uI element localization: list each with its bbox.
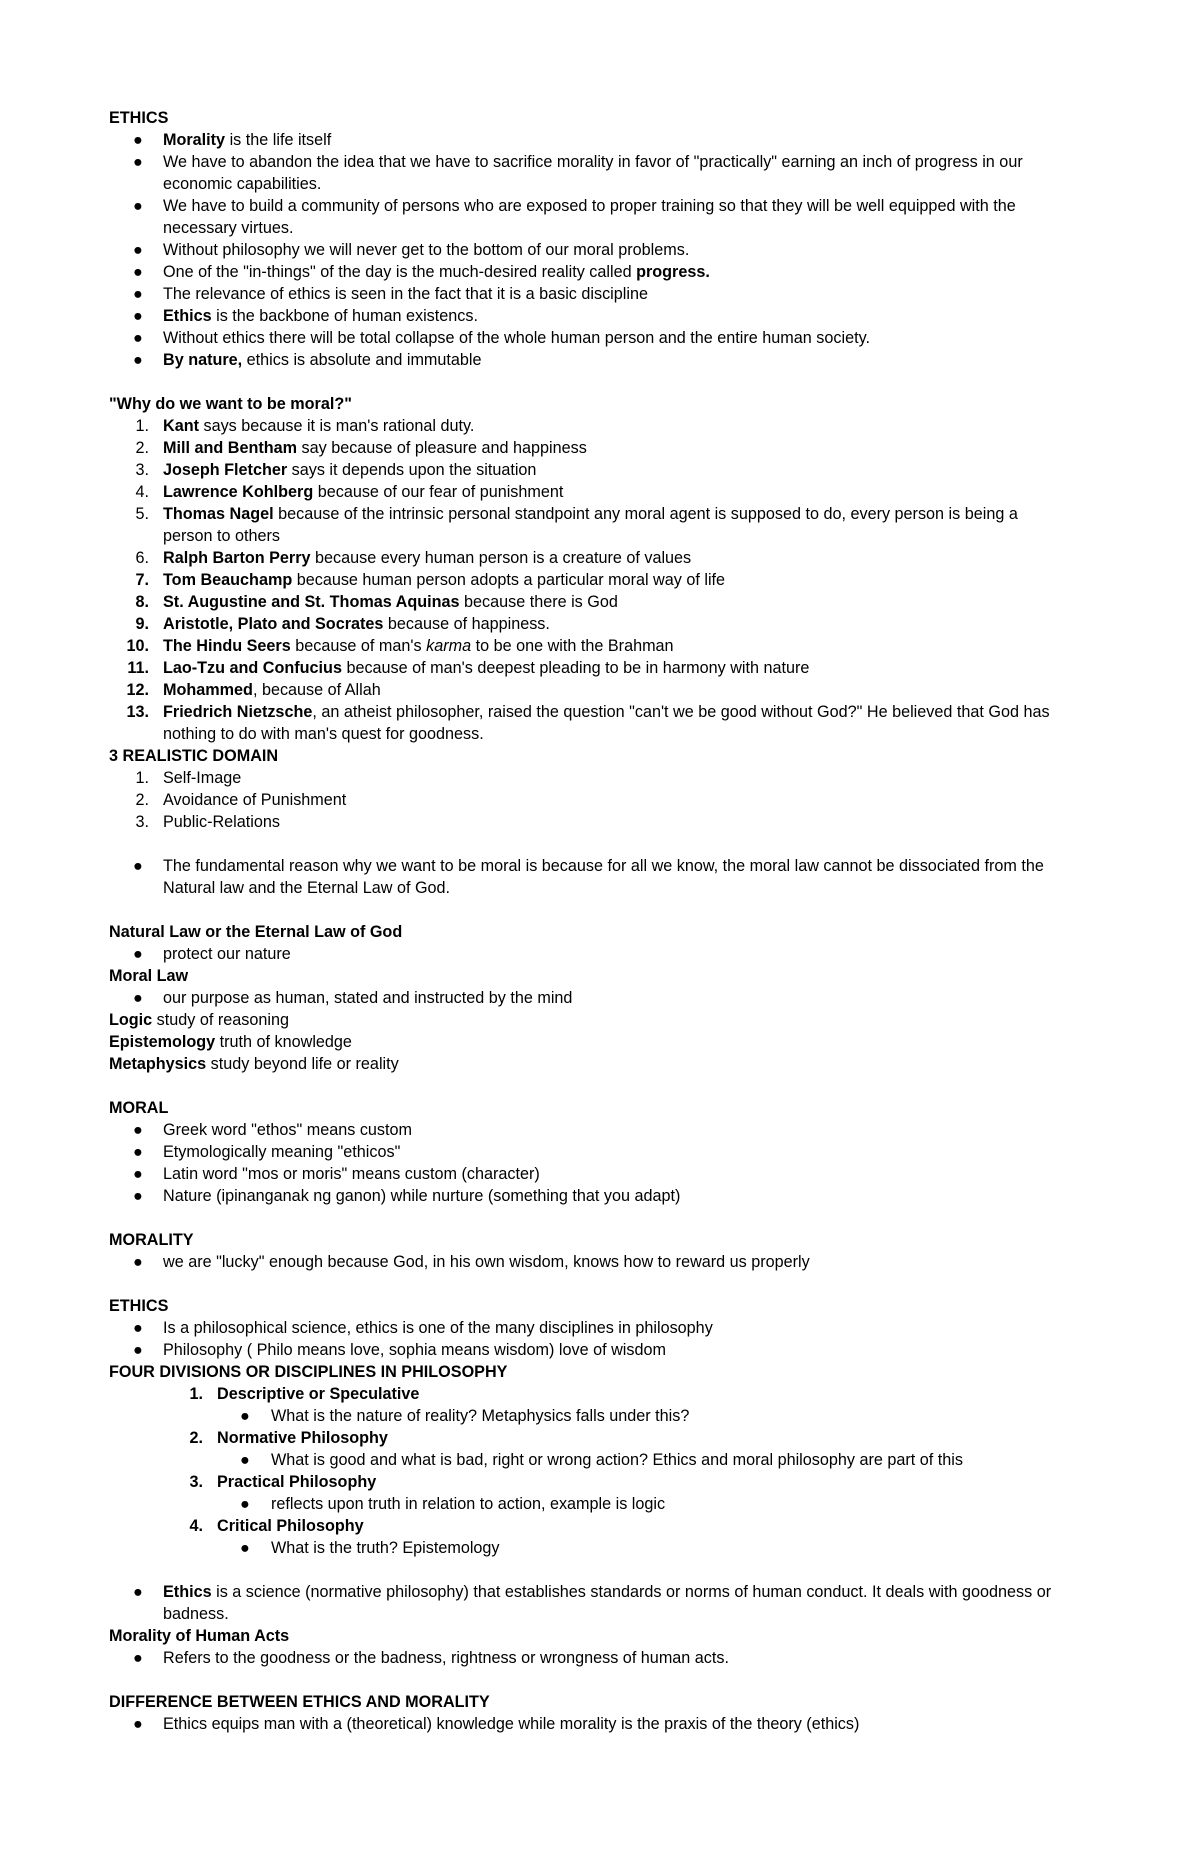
item-number: 2. bbox=[189, 1429, 203, 1447]
list-item-continuation bbox=[109, 877, 1089, 899]
division-item bbox=[109, 1515, 1089, 1537]
list-item bbox=[109, 943, 1089, 965]
numbered-item bbox=[109, 569, 1089, 591]
moral-bullet-list bbox=[109, 1119, 1089, 1207]
bullet-icon: ● bbox=[133, 351, 143, 369]
numbered-item bbox=[109, 547, 1089, 569]
numbered-item-text bbox=[163, 613, 1089, 635]
item-number: 3. bbox=[135, 461, 149, 479]
text-run: We have to build a community of persons who are exposed to proper training so that they will be well equipped with the bbox=[163, 197, 1016, 215]
list-item-text bbox=[163, 173, 1089, 195]
text-run: is the life itself bbox=[225, 131, 332, 149]
item-number: 2. bbox=[135, 439, 149, 457]
heading-realistic-domain: 3 REALISTIC DOMAIN bbox=[109, 747, 279, 765]
bold-text: St. Augustine and St. Thomas Aquinas bbox=[163, 593, 460, 611]
division-title: Practical Philosophy bbox=[217, 1473, 377, 1491]
bold-text: Lawrence Kohlberg bbox=[163, 483, 314, 501]
bold-text: Joseph Fletcher bbox=[163, 461, 288, 479]
heading-moral-law: Moral Law bbox=[109, 967, 189, 985]
division-title: Descriptive or Speculative bbox=[217, 1385, 420, 1403]
list-item-text bbox=[163, 217, 1089, 239]
text-run: necessary virtues. bbox=[163, 219, 294, 237]
list-item-text: Refers to the goodness or the badness, rightness or wrongness of human acts. bbox=[163, 1649, 729, 1667]
definition-text: truth of knowledge bbox=[215, 1033, 352, 1051]
heading-ethics-2: ETHICS bbox=[109, 1297, 169, 1315]
bold-text: Kant bbox=[163, 417, 199, 435]
list-item bbox=[109, 1317, 1089, 1339]
definition-line bbox=[109, 1031, 1089, 1053]
list-item bbox=[109, 1405, 1089, 1427]
definition-term: Logic bbox=[109, 1011, 153, 1029]
bold-text: progress. bbox=[636, 263, 710, 281]
text-run: The relevance of ethics is seen in the fact that it is a basic discipline bbox=[163, 285, 648, 303]
division-title: Normative Philosophy bbox=[217, 1429, 388, 1447]
numbered-item-text bbox=[163, 415, 1089, 437]
item-number: 1. bbox=[135, 769, 149, 787]
list-item-continuation bbox=[109, 217, 1089, 239]
text-run: person to others bbox=[163, 527, 280, 545]
numbered-item-text bbox=[163, 547, 1089, 569]
morality-bullet-list bbox=[109, 1251, 1089, 1273]
why-moral-numbered-list bbox=[109, 415, 1089, 745]
list-item-text bbox=[163, 151, 1089, 173]
document-body bbox=[109, 107, 1089, 1735]
numbered-item-text bbox=[163, 723, 1089, 745]
list-item-text bbox=[163, 283, 1089, 305]
bullet-icon: ● bbox=[133, 1143, 143, 1161]
bullet-icon: ● bbox=[133, 1253, 143, 1271]
bold-text: Ralph Barton Perry bbox=[163, 549, 311, 567]
text-run: say because of pleasure and happiness bbox=[297, 439, 587, 457]
list-item-text bbox=[163, 327, 1089, 349]
numbered-item bbox=[109, 613, 1089, 635]
numbered-item bbox=[109, 767, 1089, 789]
numbered-item bbox=[109, 481, 1089, 503]
text-run: because of man's deepest pleading to be in harmony with nature bbox=[341, 659, 810, 677]
moral-law-item: our purpose as human, stated and instructed by the mind bbox=[163, 989, 573, 1007]
bullet-icon: ● bbox=[133, 989, 143, 1007]
numbered-item-text bbox=[163, 569, 1089, 591]
bullet-icon: ● bbox=[240, 1451, 250, 1469]
numbered-item bbox=[109, 415, 1089, 437]
text-run: says because it is man's rational duty. bbox=[198, 417, 475, 435]
list-item bbox=[109, 327, 1089, 349]
definition-term: Metaphysics bbox=[109, 1055, 207, 1073]
text-run: because there is God bbox=[459, 593, 618, 611]
text-run: , an atheist philosopher, raised the question "can't we be good without God?" He believed that God has bbox=[312, 703, 1050, 721]
item-number: 9. bbox=[135, 615, 149, 633]
bold-text: By nature, bbox=[163, 351, 243, 369]
item-number: 8. bbox=[135, 593, 149, 611]
list-item-text bbox=[163, 305, 1089, 327]
list-item bbox=[109, 1119, 1089, 1141]
definition-term: Epistemology bbox=[109, 1033, 216, 1051]
division-description: What is good and what is bad, right or wrong action? Ethics and moral philosophy are part of this bbox=[271, 1451, 963, 1469]
list-item bbox=[109, 151, 1089, 173]
bold-text: Tom Beauchamp bbox=[163, 571, 293, 589]
list-item-continuation bbox=[109, 1603, 1089, 1625]
numbered-item-text bbox=[163, 635, 1089, 657]
list-item-text: Etymologically meaning "ethicos" bbox=[163, 1143, 401, 1161]
list-item bbox=[109, 1185, 1089, 1207]
list-item bbox=[109, 1449, 1089, 1471]
numbered-item-text bbox=[163, 437, 1089, 459]
numbered-item bbox=[109, 437, 1089, 459]
human-acts-bullet-list bbox=[109, 1647, 1089, 1669]
text-run: because of our fear of punishment bbox=[313, 483, 564, 501]
bold-text: Aristotle, Plato and Socrates bbox=[163, 615, 384, 633]
numbered-item-text: Public-Relations bbox=[163, 813, 280, 831]
item-number: 13. bbox=[126, 703, 149, 721]
text-run: We have to abandon the idea that we have to sacrifice morality in favor of "practically" earning an inch of progress in our bbox=[163, 153, 1023, 171]
bullet-icon: ● bbox=[133, 131, 143, 149]
text-run: because of man's bbox=[290, 637, 427, 655]
numbered-item bbox=[109, 657, 1089, 679]
division-title: Critical Philosophy bbox=[217, 1517, 364, 1535]
text-run: because human person adopts a particular moral way of life bbox=[292, 571, 726, 589]
heading-morality: MORALITY bbox=[109, 1231, 194, 1249]
numbered-item-text: Self-Image bbox=[163, 769, 242, 787]
bullet-icon: ● bbox=[240, 1407, 250, 1425]
heading-why-moral: "Why do we want to be moral?" bbox=[109, 395, 352, 413]
text-run: ethics is absolute and immutable bbox=[242, 351, 482, 369]
text-run: Without ethics there will be total collapse of the whole human person and the entire human society. bbox=[163, 329, 870, 347]
numbered-item bbox=[109, 789, 1089, 811]
item-number: 5. bbox=[135, 505, 149, 523]
bold-text: Mohammed bbox=[163, 681, 253, 699]
numbered-item-text bbox=[163, 503, 1089, 525]
division-item bbox=[109, 1383, 1089, 1405]
bullet-icon: ● bbox=[133, 197, 143, 215]
list-item bbox=[109, 855, 1089, 877]
division-description: What is the nature of reality? Metaphysics falls under this? bbox=[271, 1407, 690, 1425]
heading-morality-human-acts: Morality of Human Acts bbox=[109, 1627, 290, 1645]
realistic-domain-list bbox=[109, 767, 1089, 833]
numbered-item bbox=[109, 701, 1089, 723]
list-item-text: we are "lucky" enough because God, in his own wisdom, knows how to reward us properly bbox=[163, 1253, 810, 1271]
ethics-2-bullet-list bbox=[109, 1317, 1089, 1361]
bullet-icon: ● bbox=[133, 241, 143, 259]
item-number: 7. bbox=[135, 571, 149, 589]
list-item-text: Is a philosophical science, ethics is one of the many disciplines in philosophy bbox=[163, 1319, 713, 1337]
text-run: One of the "in-things" of the day is the much-desired reality called bbox=[163, 263, 637, 281]
bold-text: Morality bbox=[163, 131, 226, 149]
list-item bbox=[109, 1493, 1089, 1515]
item-number: 2. bbox=[135, 791, 149, 809]
text-run: , because of Allah bbox=[252, 681, 381, 699]
definition-text: study beyond life or reality bbox=[206, 1055, 399, 1073]
bullet-icon: ● bbox=[133, 945, 143, 963]
bullet-icon: ● bbox=[133, 1649, 143, 1667]
ethics-definition-1: is a science (normative philosophy) that establishes standards or norms of human conduct. It deals with goodness or bbox=[211, 1583, 1052, 1601]
numbered-item-text bbox=[163, 679, 1089, 701]
bullet-icon: ● bbox=[133, 1319, 143, 1337]
item-number: 4. bbox=[135, 483, 149, 501]
definition-text: study of reasoning bbox=[152, 1011, 289, 1029]
bold-text: Friedrich Nietzsche bbox=[163, 703, 313, 721]
text-run: says it depends upon the situation bbox=[287, 461, 537, 479]
item-number: 11. bbox=[127, 659, 149, 677]
bullet-icon: ● bbox=[133, 1583, 143, 1601]
numbered-item-text bbox=[163, 701, 1089, 723]
heading-difference: DIFFERENCE BETWEEN ETHICS AND MORALITY bbox=[109, 1693, 490, 1711]
numbered-item bbox=[109, 811, 1089, 833]
list-item-text: Latin word "mos or moris" means custom (character) bbox=[163, 1165, 540, 1183]
ethics-bullet-list bbox=[109, 129, 1089, 371]
list-item bbox=[109, 1581, 1089, 1603]
item-number: 1. bbox=[189, 1385, 203, 1403]
list-item-text bbox=[163, 129, 1089, 151]
list-item bbox=[109, 1141, 1089, 1163]
list-item bbox=[109, 1339, 1089, 1361]
text-run: to be one with the Brahman bbox=[471, 637, 674, 655]
list-item bbox=[109, 987, 1089, 1009]
list-item-text: Philosophy ( Philo means love, sophia means wisdom) love of wisdom bbox=[163, 1341, 666, 1359]
text-run: nothing to do with man's quest for goodness. bbox=[163, 725, 484, 743]
list-item-text bbox=[163, 349, 1089, 371]
bold-text: The Hindu Seers bbox=[163, 637, 291, 655]
numbered-item bbox=[109, 591, 1089, 613]
division-item bbox=[109, 1427, 1089, 1449]
numbered-item bbox=[109, 459, 1089, 481]
division-description: reflects upon truth in relation to action, example is logic bbox=[271, 1495, 666, 1513]
bullet-icon: ● bbox=[133, 307, 143, 325]
numbered-item-continuation bbox=[109, 723, 1089, 745]
heading-four-divisions: FOUR DIVISIONS OR DISCIPLINES IN PHILOSOPHY bbox=[109, 1363, 508, 1381]
list-item bbox=[109, 261, 1089, 283]
item-number: 3. bbox=[189, 1473, 203, 1491]
bold-text: Ethics bbox=[163, 307, 212, 325]
list-item-continuation bbox=[109, 173, 1089, 195]
text-run: is the backbone of human existencs. bbox=[211, 307, 478, 325]
numbered-item bbox=[109, 679, 1089, 701]
bullet-icon: ● bbox=[133, 857, 143, 875]
text-run: because every human person is a creature of values bbox=[310, 549, 692, 567]
heading-moral: MORAL bbox=[109, 1099, 169, 1117]
bullet-icon: ● bbox=[133, 1715, 143, 1733]
bullet-icon: ● bbox=[133, 1341, 143, 1359]
item-number: 10. bbox=[126, 637, 149, 655]
numbered-item-text bbox=[163, 481, 1089, 503]
item-number: 12. bbox=[126, 681, 149, 699]
four-divisions-list bbox=[109, 1383, 1089, 1559]
numbered-item-text: Avoidance of Punishment bbox=[163, 791, 347, 809]
numbered-item-text bbox=[163, 591, 1089, 613]
bullet-icon: ● bbox=[133, 153, 143, 171]
text-run: Without philosophy we will never get to the bottom of our moral problems. bbox=[163, 241, 690, 259]
numbered-item bbox=[109, 503, 1089, 525]
bullet-icon: ● bbox=[240, 1495, 250, 1513]
item-number: 3. bbox=[135, 813, 149, 831]
fundamental-reason-text-2: Natural law and the Eternal Law of God. bbox=[163, 879, 451, 897]
ethics-term: Ethics bbox=[163, 1583, 212, 1601]
bullet-icon: ● bbox=[133, 1187, 143, 1205]
numbered-item-continuation bbox=[109, 525, 1089, 547]
definition-line bbox=[109, 1009, 1089, 1031]
list-item bbox=[109, 1251, 1089, 1273]
list-item bbox=[109, 283, 1089, 305]
list-item bbox=[109, 239, 1089, 261]
bullet-icon: ● bbox=[133, 1165, 143, 1183]
list-item bbox=[109, 1537, 1089, 1559]
list-item bbox=[109, 195, 1089, 217]
item-number: 4. bbox=[189, 1517, 203, 1535]
bullet-icon: ● bbox=[133, 263, 143, 281]
italic-text: karma bbox=[426, 637, 472, 655]
list-item bbox=[109, 349, 1089, 371]
fundamental-reason-text-1: The fundamental reason why we want to be moral is because for all we know, the moral law cannot be dissociated from the bbox=[163, 857, 1044, 875]
bullet-icon: ● bbox=[240, 1539, 250, 1557]
bold-text: Thomas Nagel bbox=[163, 505, 274, 523]
definition-line bbox=[109, 1053, 1089, 1075]
numbered-item-text bbox=[163, 525, 1089, 547]
list-item bbox=[109, 305, 1089, 327]
bullet-icon: ● bbox=[133, 329, 143, 347]
text-run: economic capabilities. bbox=[163, 175, 322, 193]
text-run: because of happiness. bbox=[383, 615, 550, 633]
heading-ethics: ETHICS bbox=[109, 109, 169, 127]
numbered-item-text bbox=[163, 657, 1089, 679]
difference-bullet-list bbox=[109, 1713, 1089, 1735]
list-item-text: Greek word "ethos" means custom bbox=[163, 1121, 413, 1139]
heading-natural-law: Natural Law or the Eternal Law of God bbox=[109, 923, 403, 941]
bullet-icon: ● bbox=[133, 285, 143, 303]
ethics-definition-2: badness. bbox=[163, 1605, 229, 1623]
text-run: because of the intrinsic personal standpoint any moral agent is supposed to do, every person is being a bbox=[273, 505, 1018, 523]
bullet-icon: ● bbox=[133, 1121, 143, 1139]
natural-law-item: protect our nature bbox=[163, 945, 291, 963]
list-item bbox=[109, 129, 1089, 151]
bold-text: Lao-Tzu and Confucius bbox=[163, 659, 342, 677]
item-number: 1. bbox=[135, 417, 149, 435]
item-number: 6. bbox=[135, 549, 149, 567]
list-item-text: Ethics equips man with a (theoretical) knowledge while morality is the praxis of the theory (ethics) bbox=[163, 1715, 860, 1733]
list-item-text: Nature (ipinanganak ng ganon) while nurture (something that you adapt) bbox=[163, 1187, 681, 1205]
list-item-text bbox=[163, 239, 1089, 261]
division-description: What is the truth? Epistemology bbox=[271, 1539, 500, 1557]
definitions bbox=[109, 1009, 1089, 1075]
list-item-text bbox=[163, 195, 1089, 217]
division-item bbox=[109, 1471, 1089, 1493]
bold-text: Mill and Bentham bbox=[163, 439, 298, 457]
numbered-item-text bbox=[163, 459, 1089, 481]
list-item bbox=[109, 1713, 1089, 1735]
list-item-text bbox=[163, 261, 1089, 283]
list-item bbox=[109, 1647, 1089, 1669]
list-item bbox=[109, 1163, 1089, 1185]
numbered-item bbox=[109, 635, 1089, 657]
